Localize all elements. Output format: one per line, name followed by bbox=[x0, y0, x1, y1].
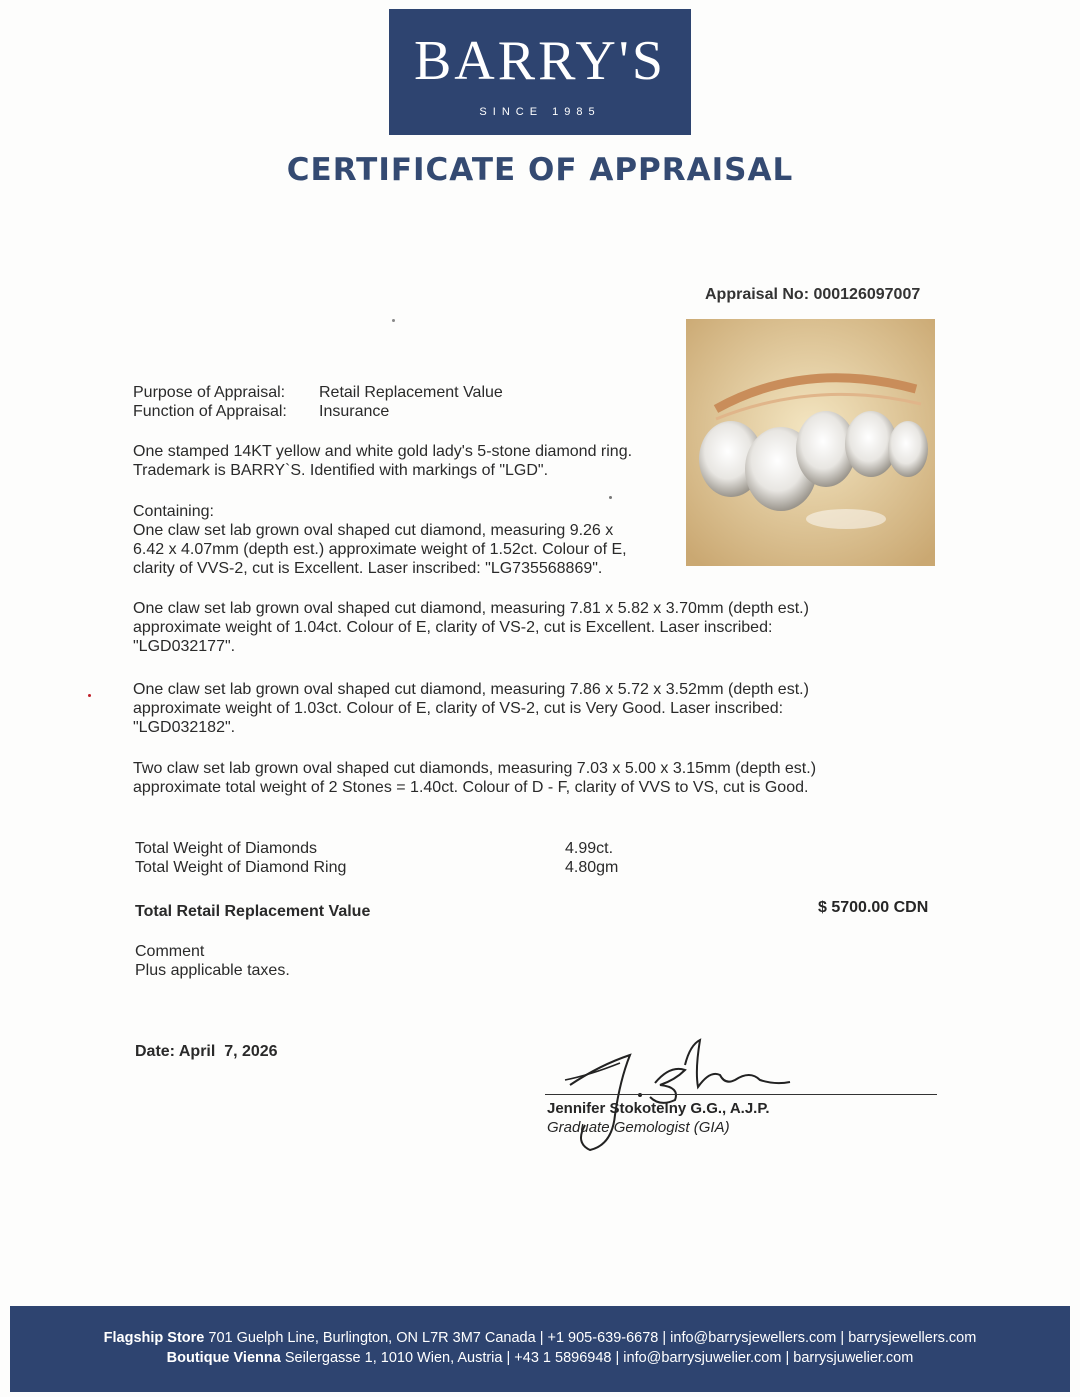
comment-label: Comment bbox=[135, 943, 205, 960]
stone-line: clarity of VVS-2, cut is Excellent. Laser inscribed: "LG735568869". bbox=[133, 560, 603, 577]
appraisal-purpose bbox=[133, 383, 503, 421]
appraisal-date: Date: April 7, 2026 bbox=[135, 1043, 278, 1060]
stone-line: One claw set lab grown oval shaped cut diamond, measuring 7.81 x 5.82 x 3.70mm (depth est.) bbox=[133, 600, 809, 617]
function-label: Function of Appraisal: bbox=[133, 403, 287, 420]
stone-line: "LGD032182". bbox=[133, 719, 236, 736]
total-value: 4.80gm bbox=[565, 859, 619, 876]
total-label: Total Weight of Diamond Ring bbox=[135, 859, 347, 876]
stone-line: Two claw set lab grown oval shaped cut diamonds, measuring 7.03 x 5.00 x 3.15mm (depth est.) bbox=[133, 760, 817, 777]
stone-3-block bbox=[133, 680, 809, 737]
stone-line: One claw set lab grown oval shaped cut diamond, measuring 7.86 x 5.72 x 3.52mm (depth est.) bbox=[133, 681, 809, 698]
description-line: Trademark is BARRY`S. Identified with markings of "LGD". bbox=[133, 462, 549, 479]
purpose-label: Purpose of Appraisal: bbox=[133, 384, 286, 401]
stone-line: approximate weight of 1.03ct. Colour of E, clarity of VS-2, cut is Very Good. Laser inscribed: bbox=[133, 700, 784, 717]
stone-2-block bbox=[133, 599, 809, 656]
speck bbox=[392, 319, 395, 322]
purpose-value: Retail Replacement Value bbox=[319, 384, 503, 401]
total-value: 4.99ct. bbox=[565, 840, 614, 857]
stone-line: 6.42 x 4.07mm (depth est.) approximate weight of 1.52ct. Colour of E, bbox=[133, 541, 627, 558]
stone-line: approximate total weight of 2 Stones = 1.40ct. Colour of D - F, clarity of VVS to VS, cut is Good. bbox=[133, 779, 809, 796]
appraisal-number: Appraisal No: 000126097007 bbox=[705, 286, 921, 303]
stone-1-block bbox=[133, 502, 627, 578]
brand-name: BARRY'S bbox=[413, 30, 667, 92]
stone-line: "LGD032177". bbox=[133, 638, 236, 655]
brand-since: SINCE 1985 bbox=[479, 106, 601, 118]
total-label: Total Weight of Diamonds bbox=[135, 840, 318, 857]
signature-line bbox=[545, 1094, 937, 1095]
total-row bbox=[135, 858, 618, 877]
footer bbox=[10, 1306, 1070, 1392]
footer-flagship bbox=[10, 1328, 1070, 1348]
page-title: CERTIFICATE OF APPRAISAL bbox=[286, 152, 794, 188]
stone-line: One claw set lab grown oval shaped cut diamond, measuring 9.26 x bbox=[133, 522, 614, 539]
speck bbox=[609, 496, 612, 499]
containing-label: Containing: bbox=[133, 503, 214, 520]
ring-photo bbox=[686, 319, 935, 566]
comment-text: Plus applicable taxes. bbox=[135, 962, 290, 979]
function-value: Insurance bbox=[319, 403, 390, 420]
retail-value-amount: $ 5700.00 CDN bbox=[818, 899, 929, 916]
brand-logo bbox=[389, 9, 691, 135]
weight-totals bbox=[135, 839, 618, 877]
description-line: One stamped 14KT yellow and white gold lady's 5-stone diamond ring. bbox=[133, 443, 633, 460]
footer-store-name: Flagship Store bbox=[103, 1330, 205, 1346]
stone-line: approximate weight of 1.04ct. Colour of E, clarity of VS-2, cut is Excellent. Laser inscribed: bbox=[133, 619, 773, 636]
comment-block bbox=[135, 942, 290, 980]
footer-store-details: 701 Guelph Line, Burlington, ON L7R 3M7 Canada | +1 905-639-6678 | info@barrysjewellers.com | barrysjewellers.com bbox=[208, 1330, 977, 1346]
footer-store-name: Boutique Vienna bbox=[166, 1350, 281, 1366]
signer-title: Graduate Gemologist (GIA) bbox=[547, 1119, 730, 1136]
footer-vienna bbox=[10, 1348, 1070, 1368]
signer-block bbox=[547, 1099, 770, 1137]
ring-description bbox=[133, 442, 632, 480]
footer-store-details: Seilergasse 1, 1010 Wien, Austria | +43 1 5896948 | info@barrysjuwelier.com | barrysjuwelier.com bbox=[284, 1350, 914, 1366]
speck bbox=[88, 694, 91, 697]
total-row bbox=[135, 839, 618, 858]
stone-4-block bbox=[133, 759, 816, 797]
signer-name: Jennifer Stokotelny G.G., A.J.P. bbox=[547, 1100, 770, 1117]
retail-value-label: Total Retail Replacement Value bbox=[135, 903, 371, 920]
ring-image bbox=[686, 319, 935, 566]
